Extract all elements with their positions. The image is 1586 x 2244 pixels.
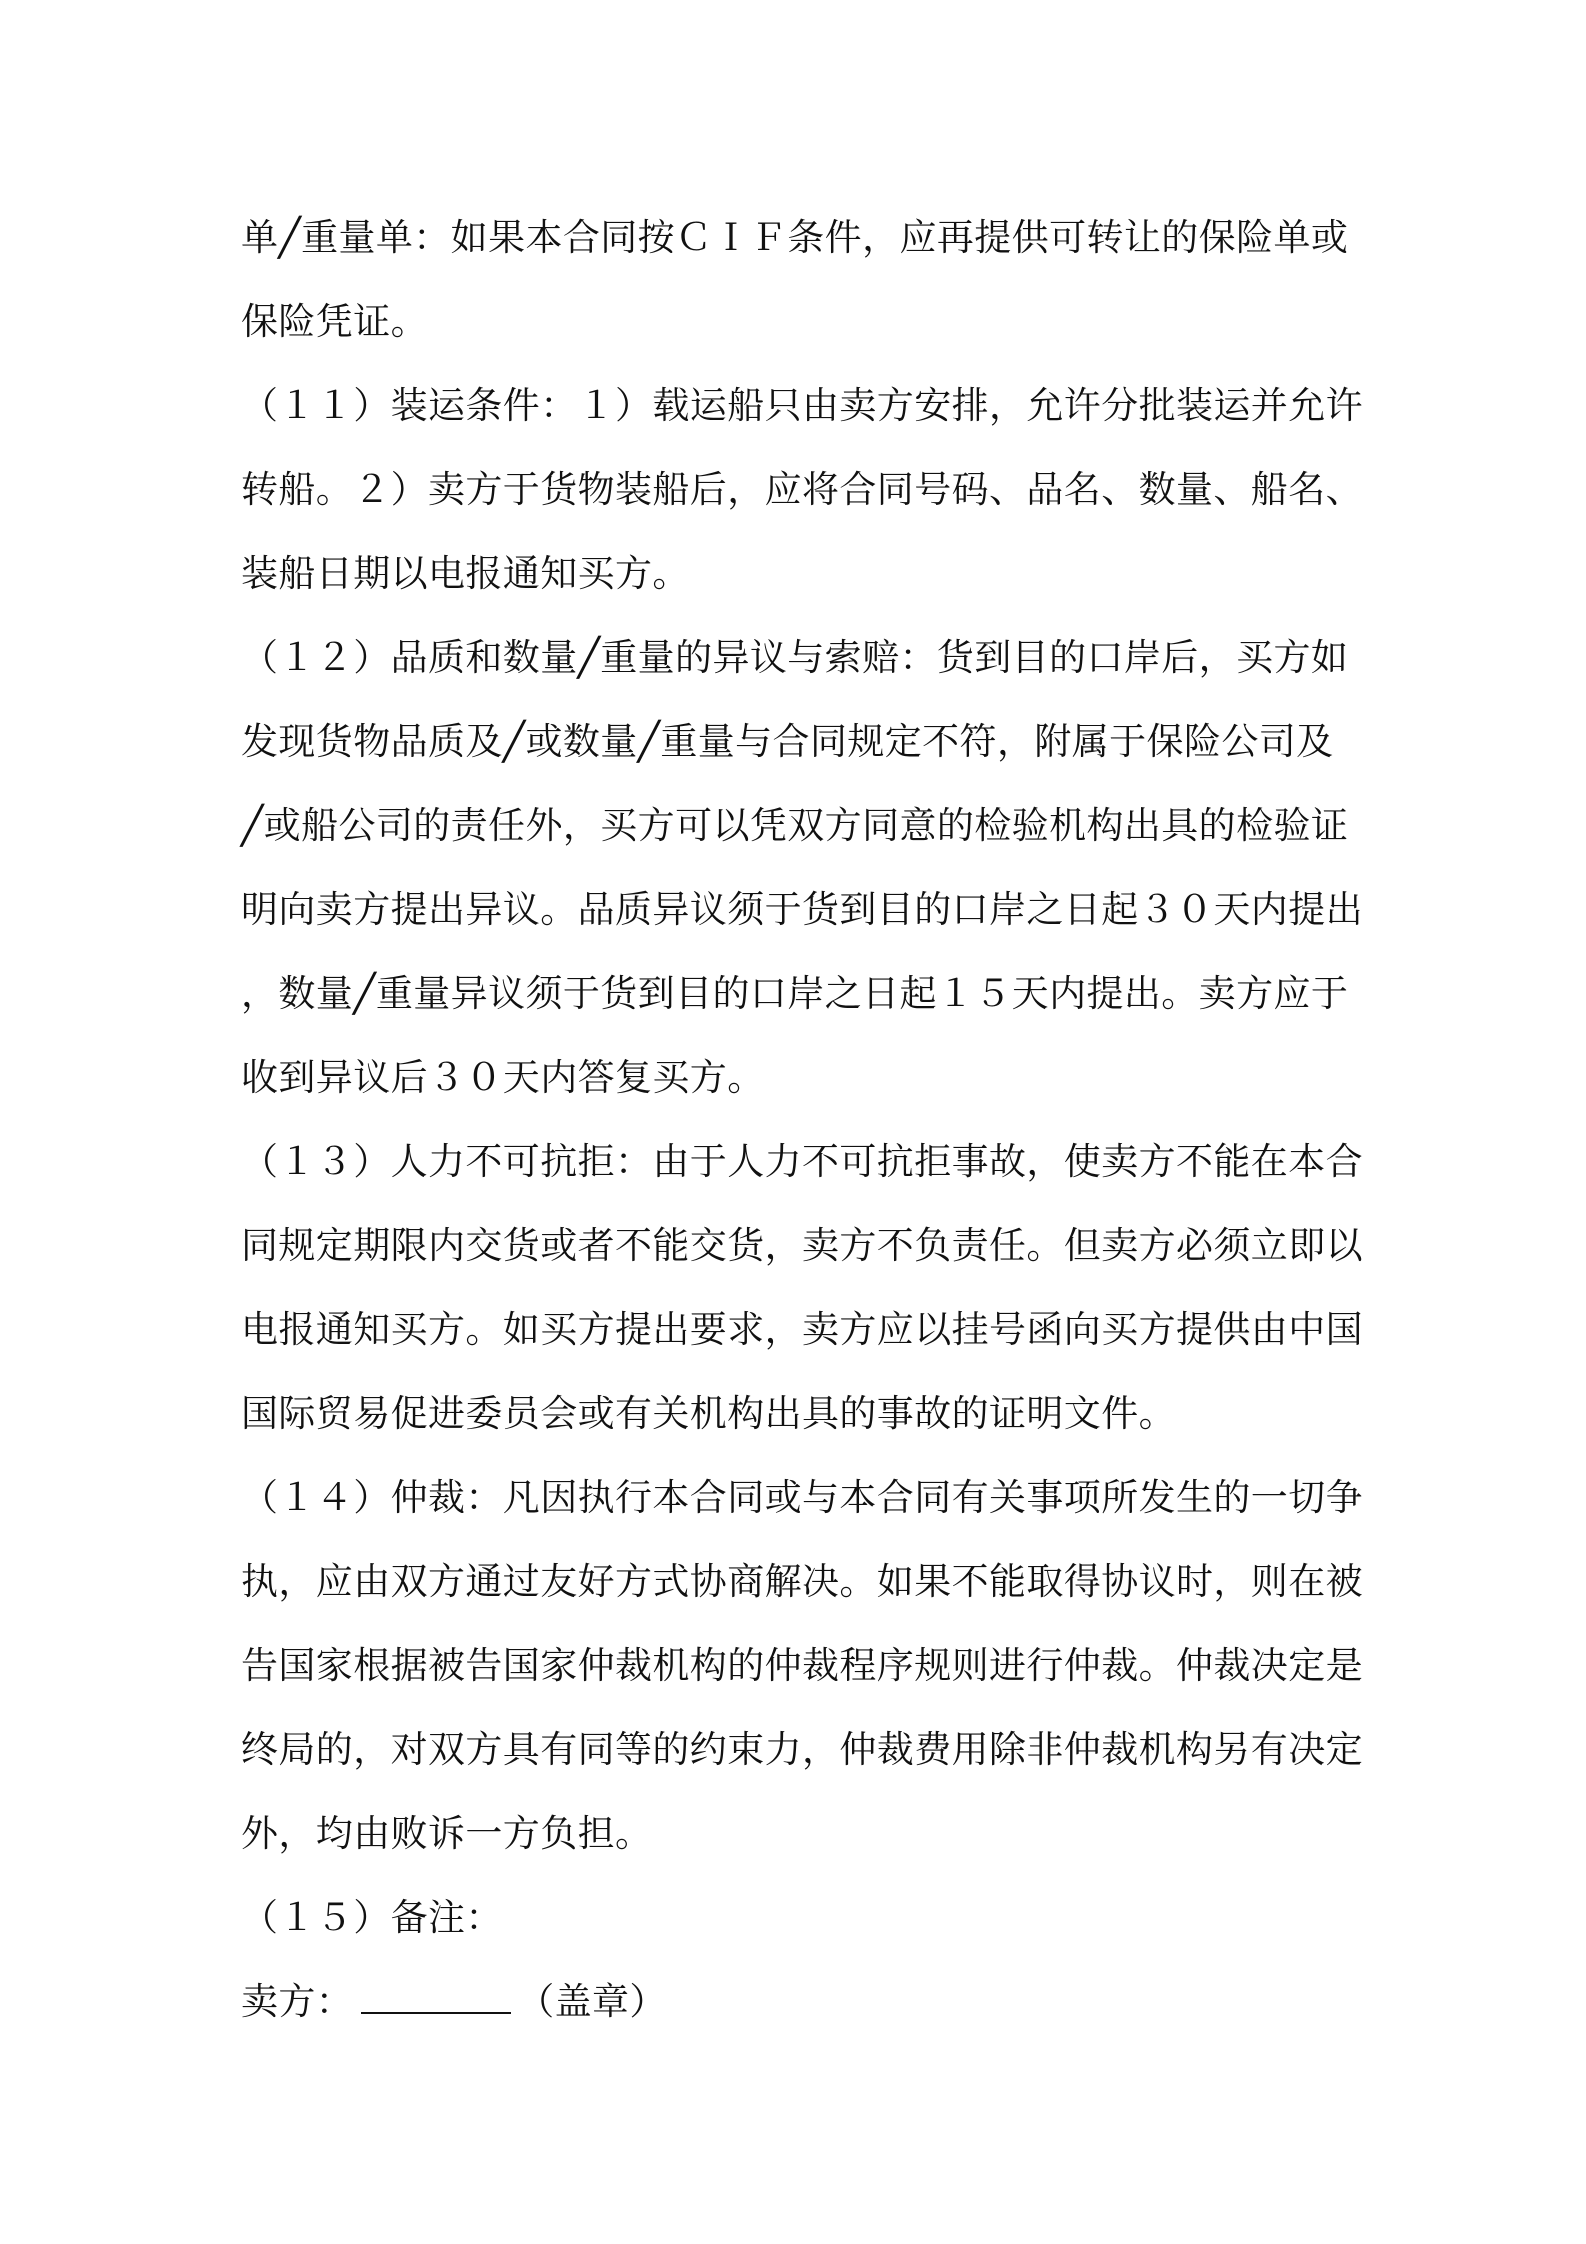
text-line: ，数量╱重量异议须于货到目的口岸之日起１５天内提出。卖方应于 — [241, 972, 1349, 1015]
seal-label: （盖章） — [517, 1980, 667, 2023]
text-line: 告国家根据被告国家仲裁机构的仲裁程序规则进行仲裁。仲裁决定是 — [241, 1644, 1363, 1687]
text-line: 执，应由双方通过友好方式协商解决。如果不能取得协议时，则在被 — [241, 1560, 1363, 1603]
text-line: 终局的，对双方具有同等的约束力，仲裁费用除非仲裁机构另有决定 — [241, 1728, 1363, 1771]
text-line: 同规定期限内交货或者不能交货，卖方不负责任。但卖方必须立即以 — [241, 1224, 1363, 1267]
text-line: （１４）仲裁：凡因执行本合同或与本合同有关事项所发生的一切争 — [241, 1476, 1363, 1519]
seller-signature-line — [241, 1960, 1357, 2044]
text-line: 转船。２）卖方于货物装船后，应将合同号码、品名、数量、船名、 — [241, 468, 1363, 511]
text-line: 外，均由败诉一方负担。 — [241, 1812, 653, 1855]
contract-text — [241, 196, 1363, 2044]
text-line: 收到异议后３０天内答复买方。 — [241, 1056, 765, 1099]
text-line: （１３）人力不可抗拒：由于人力不可抗拒事故，使卖方不能在本合 — [241, 1140, 1363, 1183]
text-line: 发现货物品质及╱或数量╱重量与合同规定不符，附属于保险公司及 — [241, 720, 1334, 763]
text-line: ╱或船公司的责任外，买方可以凭双方同意的检验机构出具的检验证 — [241, 804, 1349, 847]
text-line: 单╱重量单：如果本合同按ＣＩＦ条件，应再提供可转让的保险单或 — [241, 216, 1349, 259]
text-line: （１１）装运条件：１）载运船只由卖方安排，允许分批装运并允许 — [241, 384, 1363, 427]
text-line: 国际贸易促进委员会或有关机构出具的事故的证明文件。 — [241, 1392, 1176, 1435]
text-line: 保险凭证。 — [241, 300, 428, 343]
seller-label: 卖方： — [241, 1980, 354, 2023]
seller-signature-blank — [361, 1982, 511, 2014]
text-line: 明向卖方提出异议。品质异议须于货到目的口岸之日起３０天内提出 — [241, 888, 1363, 931]
text-line: 电报通知买方。如买方提出要求，卖方应以挂号函向买方提供由中国 — [241, 1308, 1363, 1351]
text-line: （１２）品质和数量╱重量的异议与索赔：货到目的口岸后，买方如 — [241, 636, 1349, 679]
text-line: 装船日期以电报通知买方。 — [241, 552, 690, 595]
text-line: （１５）备注： — [241, 1896, 503, 1939]
